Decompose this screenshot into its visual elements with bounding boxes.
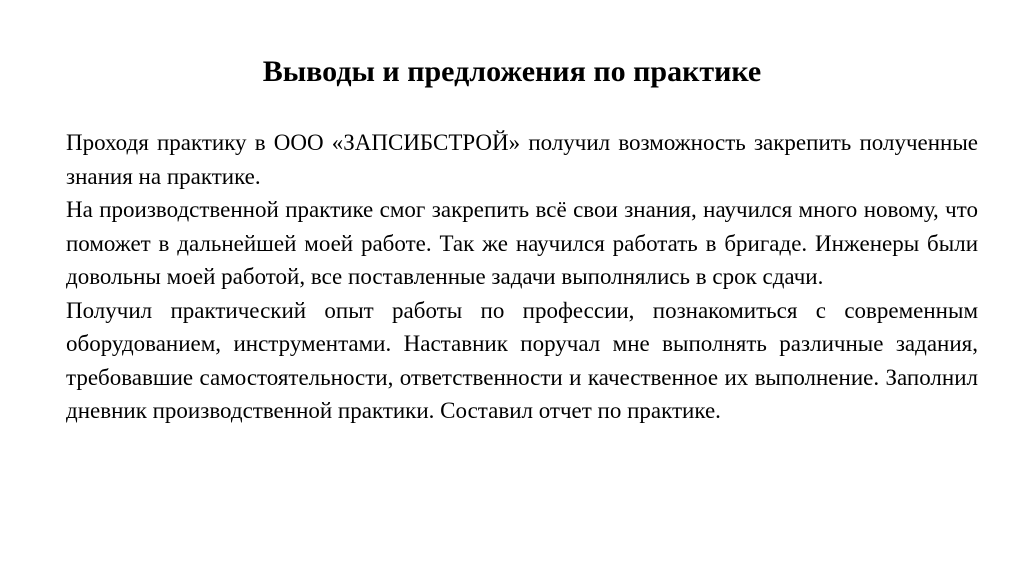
- slide-body: [66, 126, 978, 428]
- paragraph-internship-intro: Проходя практику в ООО «ЗАПСИБСТРОЙ» получил возможность закрепить полученные знания на практике.: [66, 130, 978, 189]
- paragraph-practical-experience: Получил практический опыт работы по профессии, познакомиться с современным оборудованием, инструментами. Наставник поручал мне выполнять различные задания, требовавшие самостоятельности, ответственности и качественное их выполнение. Заполнил дневник производственной практики. Составил отчет по практике.: [66, 297, 978, 423]
- slide-title: Выводы и предложения по практике: [262, 55, 762, 88]
- paragraph-skills-gained: На производственной практике смог закрепить всё свои знания, научился много новому, что поможет в дальнейшей моей работе. Так же научился работать в бригаде. Инженеры были довольны моей работой, все поставленные задачи выполнялись в срок сдачи.: [66, 197, 978, 289]
